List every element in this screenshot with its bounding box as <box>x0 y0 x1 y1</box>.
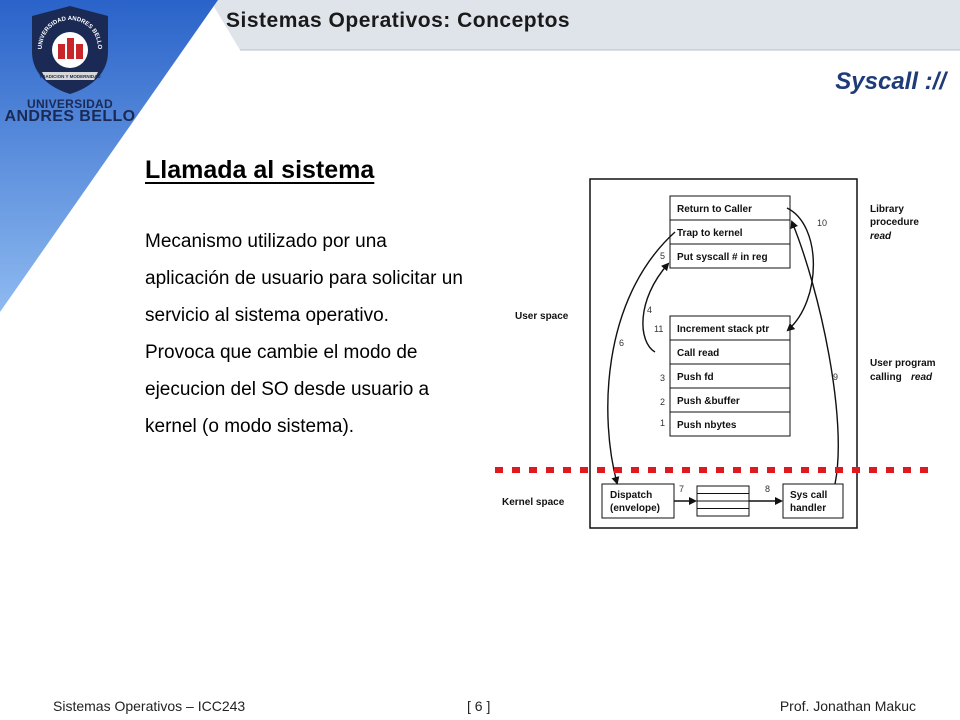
user-space-label: User space <box>515 311 569 322</box>
syscall-diagram <box>495 170 945 535</box>
library-label-2: procedure <box>870 217 919 228</box>
header-title: Sistemas Operativos: Conceptos <box>226 9 571 32</box>
svg-text:handler: handler <box>790 503 827 514</box>
stack-item-return: Return to Caller <box>677 204 753 215</box>
svg-text:6: 6 <box>619 338 625 348</box>
svg-text:9: 9 <box>833 372 839 382</box>
user-program-stack <box>670 316 790 436</box>
stack-item-trap: Trap to kernel <box>677 228 743 239</box>
svg-text:10: 10 <box>817 218 828 228</box>
svg-text:(envelope): (envelope) <box>610 503 661 514</box>
kernel-space-label: Kernel space <box>502 497 565 508</box>
stack-item-syscall: Put syscall # in reg <box>677 252 768 263</box>
svg-text:4: 4 <box>647 305 653 315</box>
slide-heading: Llamada al sistema <box>145 156 375 184</box>
paragraph-1: Mecanismo utilizado por una aplicación de usuario para solicitar un servicio al sistema operativo. <box>145 231 463 326</box>
logo-line-2: ANDRES BELLO <box>4 108 136 125</box>
svg-text:3: 3 <box>660 373 666 383</box>
stack-item-increment: Increment stack ptr <box>677 324 770 335</box>
library-label-1: Library <box>870 204 904 215</box>
footer-professor: Prof. Jonathan Makuc <box>779 698 916 714</box>
paragraph-2: Provoca que cambie el modo de ejecucion del SO desde usuario a kernel (o modo sistema). <box>145 342 430 437</box>
logo-line-1: UNIVERSIDAD <box>27 97 113 111</box>
university-logo <box>28 4 112 96</box>
dispatch-table <box>697 486 749 516</box>
svg-text:8: 8 <box>765 484 771 494</box>
slide-subtitle: Syscall :// <box>835 68 946 95</box>
svg-text:Sys call: Sys call <box>790 490 828 501</box>
body-text <box>145 223 475 445</box>
userprog-label-1: User program <box>870 358 936 369</box>
footer-page-number: [ 6 ] <box>467 698 491 714</box>
stack-item-push-fd: Push fd <box>677 372 714 383</box>
footer-course: Sistemas Operativos – ICC243 <box>53 698 246 714</box>
svg-text:2: 2 <box>660 397 666 407</box>
stack-item-push-buffer: Push &buffer <box>677 396 740 407</box>
userprog-label-2: calling <box>870 372 902 383</box>
svg-text:Dispatch: Dispatch <box>610 490 653 501</box>
library-label-3: read <box>870 231 892 242</box>
stack-item-push-nbytes: Push nbytes <box>677 420 737 431</box>
svg-text:1: 1 <box>660 418 666 428</box>
svg-text:11: 11 <box>654 324 664 334</box>
svg-text:5: 5 <box>660 251 666 261</box>
library-stack <box>670 196 790 268</box>
userprog-label-read: read <box>911 372 933 383</box>
svg-text:UNIVERSIDAD ANDRES BELLO: UNIVERSIDAD ANDRES BELLO <box>37 15 103 50</box>
svg-text:7: 7 <box>679 484 685 494</box>
stack-item-call-read: Call read <box>677 348 720 359</box>
svg-text:TRADICION Y MODERNIDAD: TRADICION Y MODERNIDAD <box>39 74 101 79</box>
